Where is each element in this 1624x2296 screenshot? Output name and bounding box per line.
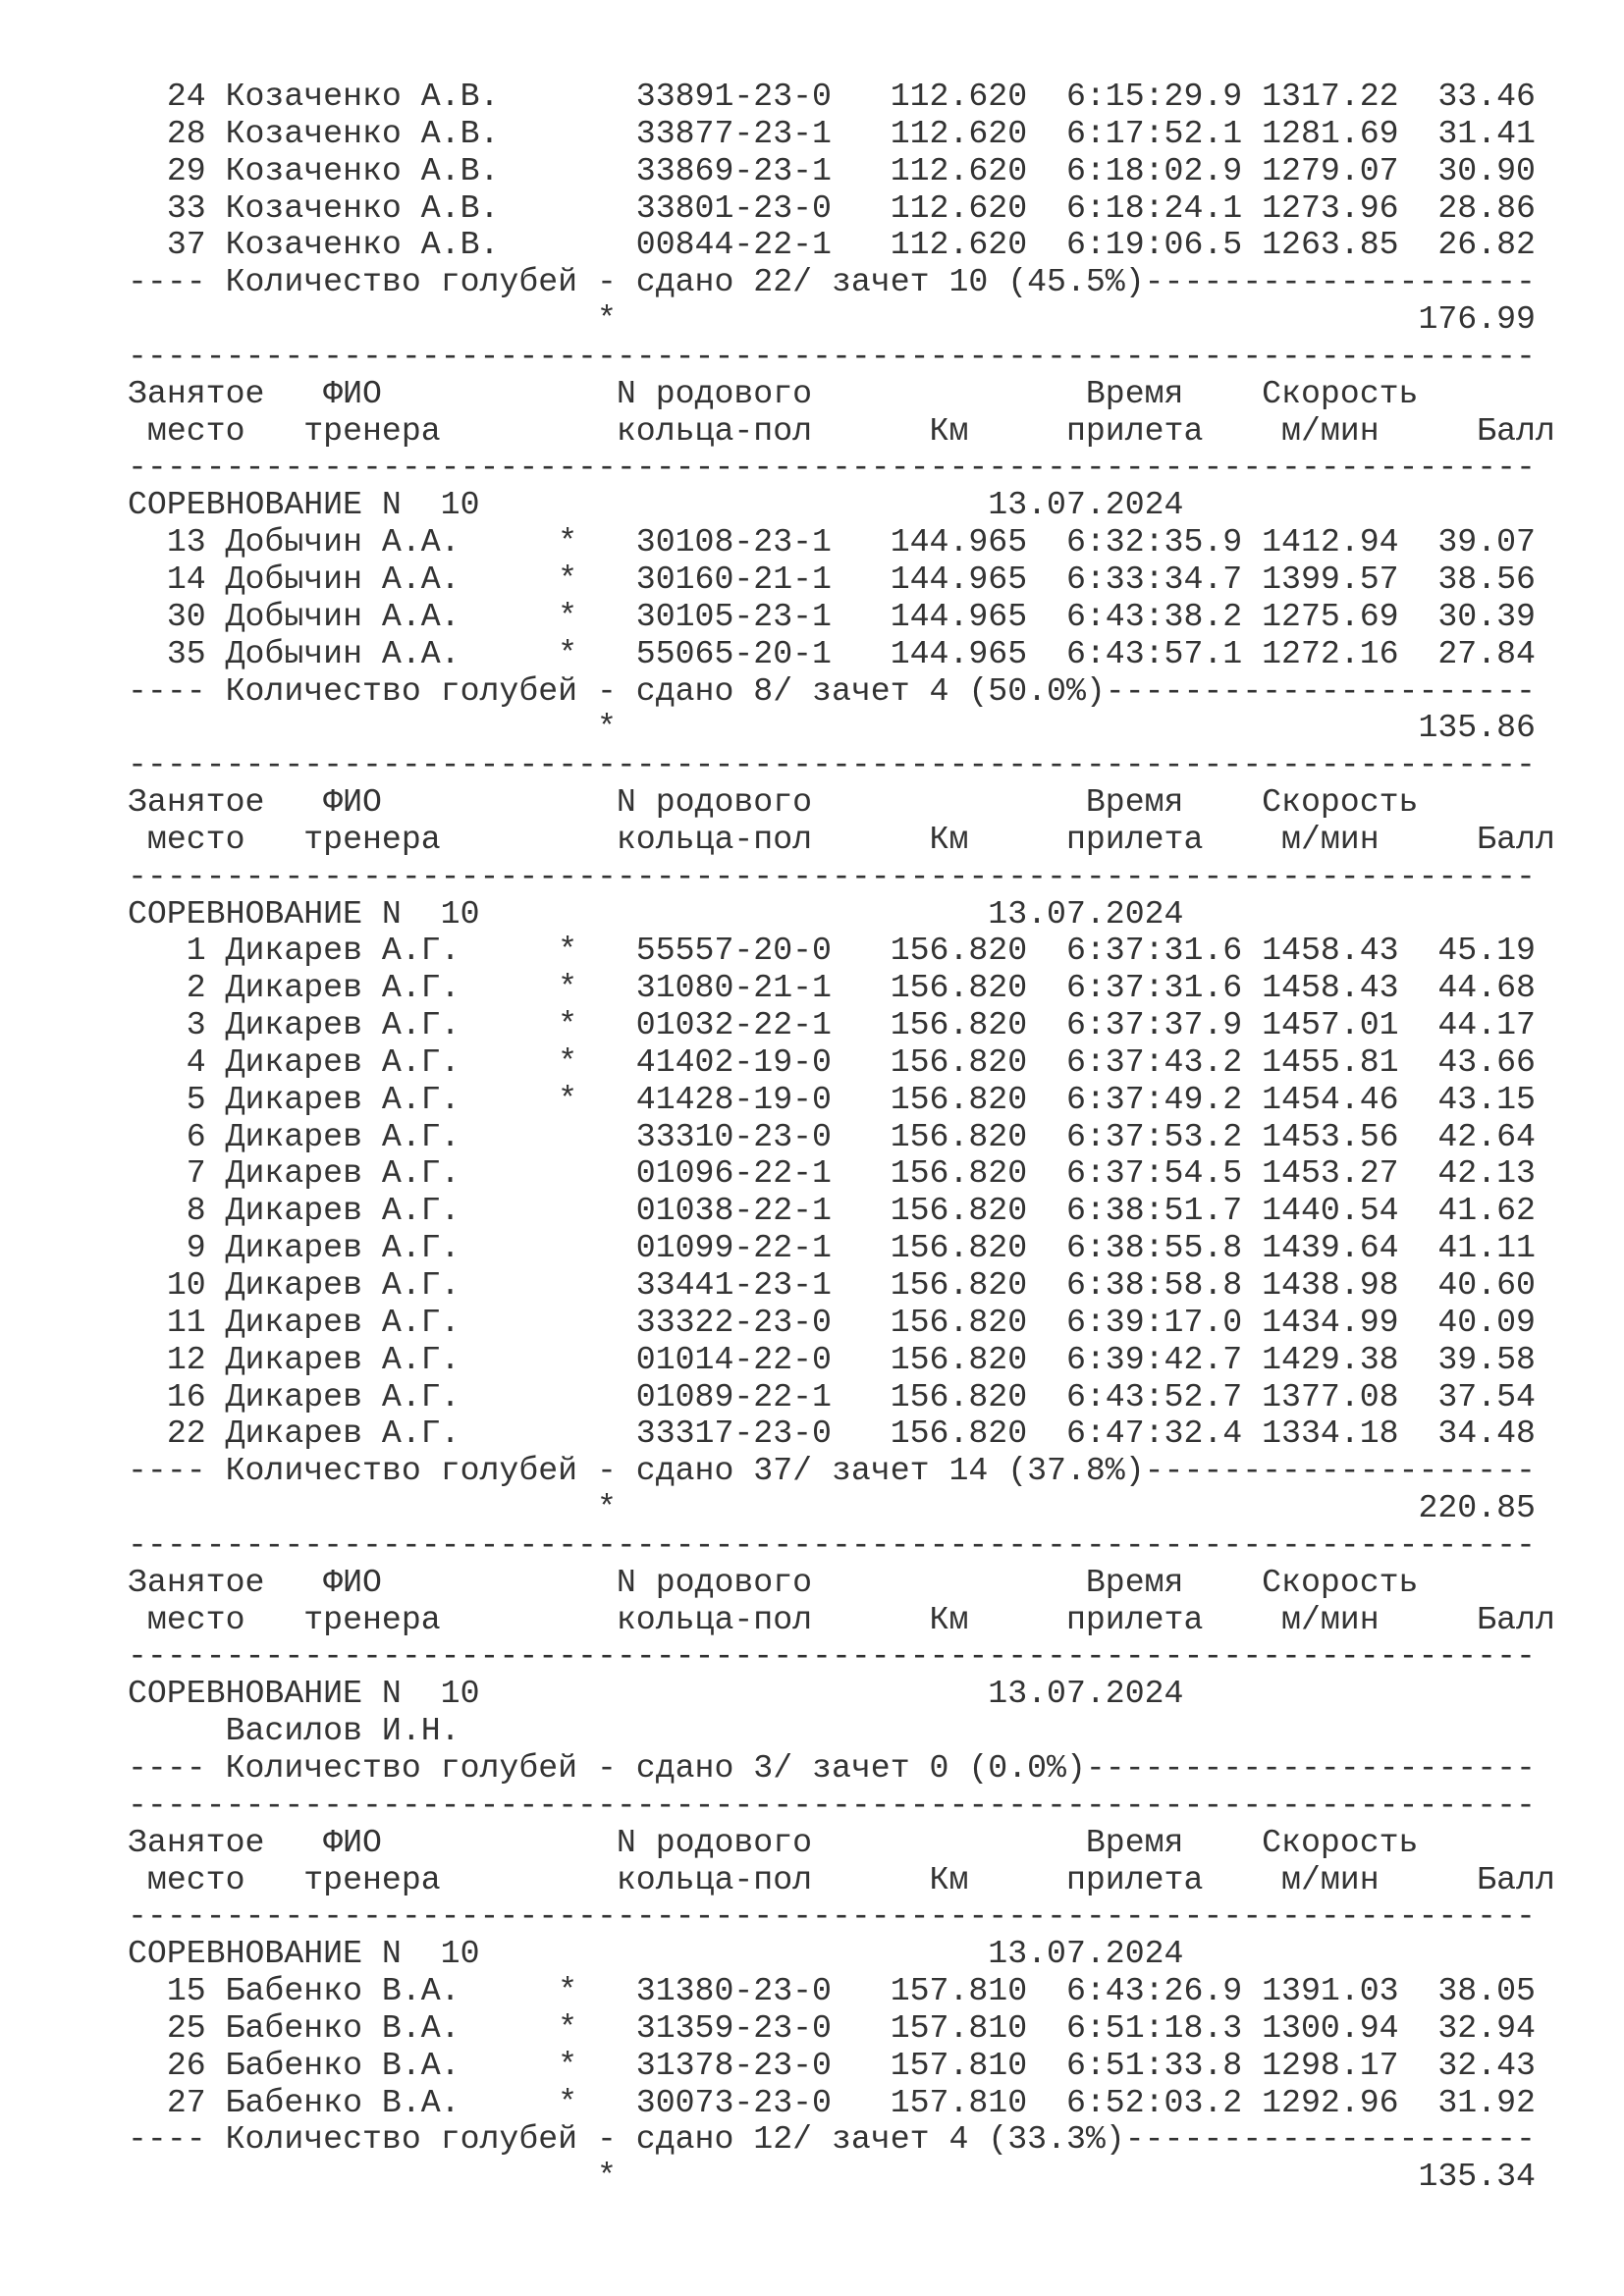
column-header-line: место тренера кольца-пол Км прилета м/мин Балл	[128, 1600, 1555, 1638]
result-row: 5 Дикарев А.Г. * 41428-19-0 156.820 6:37:49.2 1454.46 43.15	[128, 1080, 1536, 1118]
result-row: 9 Дикарев А.Г. 01099-22-1 156.820 6:38:55.8 1439.64 41.11	[128, 1229, 1536, 1267]
separator-line: ------------------------------------------------------------------------	[128, 1897, 1536, 1936]
result-row: 33 Козаченко А.В. 33801-23-0 112.620 6:18:24.1 1273.96 28.86	[128, 188, 1536, 227]
column-header-line: место тренера кольца-пол Км прилета м/мин Балл	[128, 820, 1555, 858]
report-line: Василов И.Н.	[128, 1712, 460, 1750]
result-row: 6 Дикарев А.Г. 33310-23-0 156.820 6:37:53.2 1453.56 42.64	[128, 1117, 1536, 1155]
result-row: 16 Дикарев А.Г. 01089-22-1 156.820 6:43:52.7 1377.08 37.54	[128, 1377, 1536, 1415]
summary-line: ---- Количество голубей - сдано 22/ зачет 10 (45.5%)--------------------	[128, 263, 1536, 301]
separator-line: ------------------------------------------------------------------------	[128, 449, 1536, 487]
result-row: 8 Дикарев А.Г. 01038-22-1 156.820 6:38:51.7 1440.54 41.62	[128, 1192, 1536, 1230]
separator-line: ------------------------------------------------------------------------	[128, 1637, 1536, 1676]
result-row: 25 Бабенко В.А. * 31359-23-0 157.810 6:51:18.3 1300.94 32.94	[128, 2008, 1536, 2047]
separator-line: ------------------------------------------------------------------------	[128, 1786, 1536, 1824]
result-row: 7 Дикарев А.Г. 01096-22-1 156.820 6:37:54.5 1453.27 42.13	[128, 1154, 1536, 1193]
result-row: 15 Бабенко В.А. * 31380-23-0 157.810 6:43:26.9 1391.03 38.05	[128, 1972, 1536, 2010]
result-row: 37 Козаченко А.В. 00844-22-1 112.620 6:19:06.5 1263.85 26.82	[128, 226, 1536, 264]
result-row: 28 Козаченко А.В. 33877-23-1 112.620 6:17:52.1 1281.69 31.41	[128, 114, 1536, 152]
result-row: 1 Дикарев А.Г. * 55557-20-0 156.820 6:37:31.6 1458.43 45.19	[128, 932, 1536, 970]
separator-line: ------------------------------------------------------------------------	[128, 337, 1536, 375]
result-row: 4 Дикарев А.Г. * 41402-19-0 156.820 6:37:43.2 1455.81 43.66	[128, 1042, 1536, 1081]
competition-line: СОРЕВНОВАНИЕ N 10 13.07.2024	[128, 894, 1184, 933]
result-row: 14 Добычин А.А. * 30160-21-1 144.965 6:33:34.7 1399.57 38.56	[128, 560, 1536, 598]
result-row: 10 Дикарев А.Г. 33441-23-1 156.820 6:38:58.8 1438.98 40.60	[128, 1266, 1536, 1304]
result-row: 35 Добычин А.А. * 55065-20-1 144.965 6:43:57.1 1272.16 27.84	[128, 634, 1536, 672]
result-row: 24 Козаченко А.В. 33891-23-0 112.620 6:15:29.9 1317.22 33.46	[128, 78, 1536, 115]
total-score-line: * 135.86	[128, 709, 1536, 747]
summary-line: ---- Количество голубей - сдано 37/ зачет 14 (37.8%)--------------------	[128, 1452, 1536, 1490]
column-header-line: место тренера кольца-пол Км прилета м/мин Балл	[128, 411, 1555, 450]
separator-line: ------------------------------------------------------------------------	[128, 1525, 1536, 1564]
total-score-line: * 135.34	[128, 2158, 1536, 2196]
document-body	[128, 79, 1600, 2196]
result-row: 13 Добычин А.А. * 30108-23-1 144.965 6:32:35.9 1412.94 39.07	[128, 523, 1536, 561]
result-row: 2 Дикарев А.Г. * 31080-21-1 156.820 6:37:31.6 1458.43 44.68	[128, 969, 1536, 1007]
total-score-line: * 220.85	[128, 1489, 1536, 1527]
separator-line: ------------------------------------------------------------------------	[128, 857, 1536, 895]
result-row: 12 Дикарев А.Г. 01014-22-0 156.820 6:39:42.7 1429.38 39.58	[128, 1340, 1536, 1378]
separator-line: ------------------------------------------------------------------------	[128, 746, 1536, 784]
total-score-line: * 176.99	[128, 300, 1536, 339]
summary-line: ---- Количество голубей - сдано 8/ зачет 4 (50.0%)----------------------	[128, 671, 1536, 710]
column-header-line: Занятое ФИО N родового Время Скорость	[128, 374, 1419, 412]
summary-line: ---- Количество голубей - сдано 12/ зачет 4 (33.3%)---------------------	[128, 2120, 1536, 2159]
result-row: 3 Дикарев А.Г. * 01032-22-1 156.820 6:37:37.9 1457.01 44.17	[128, 1006, 1536, 1044]
column-header-line: Занятое ФИО N родового Время Скорость	[128, 1823, 1419, 1861]
column-header-line: Занятое ФИО N родового Время Скорость	[128, 783, 1419, 822]
column-header-line: Занятое ФИО N родового Время Скорость	[128, 1563, 1419, 1601]
summary-line: ---- Количество голубей - сдано 3/ зачет 0 (0.0%)-----------------------	[128, 1748, 1536, 1787]
result-row: 11 Дикарев А.Г. 33322-23-0 156.820 6:39:17.0 1434.99 40.09	[128, 1303, 1536, 1341]
column-header-line: место тренера кольца-пол Км прилета м/мин Балл	[128, 1860, 1555, 1898]
result-row: 27 Бабенко В.А. * 30073-23-0 157.810 6:52:03.2 1292.96 31.92	[128, 2083, 1536, 2121]
competition-line: СОРЕВНОВАНИЕ N 10 13.07.2024	[128, 1675, 1184, 1713]
result-row: 26 Бабенко В.А. * 31378-23-0 157.810 6:51:33.8 1298.17 32.43	[128, 2046, 1536, 2084]
competition-line: СОРЕВНОВАНИЕ N 10 13.07.2024	[128, 486, 1184, 524]
result-row: 30 Добычин А.А. * 30105-23-1 144.965 6:43:38.2 1275.69 30.39	[128, 597, 1536, 635]
competition-line: СОРЕВНОВАНИЕ N 10 13.07.2024	[128, 1935, 1184, 1973]
result-row: 29 Козаченко А.В. 33869-23-1 112.620 6:18:02.9 1279.07 30.90	[128, 151, 1536, 189]
result-row: 22 Дикарев А.Г. 33317-23-0 156.820 6:47:32.4 1334.18 34.48	[128, 1415, 1536, 1453]
